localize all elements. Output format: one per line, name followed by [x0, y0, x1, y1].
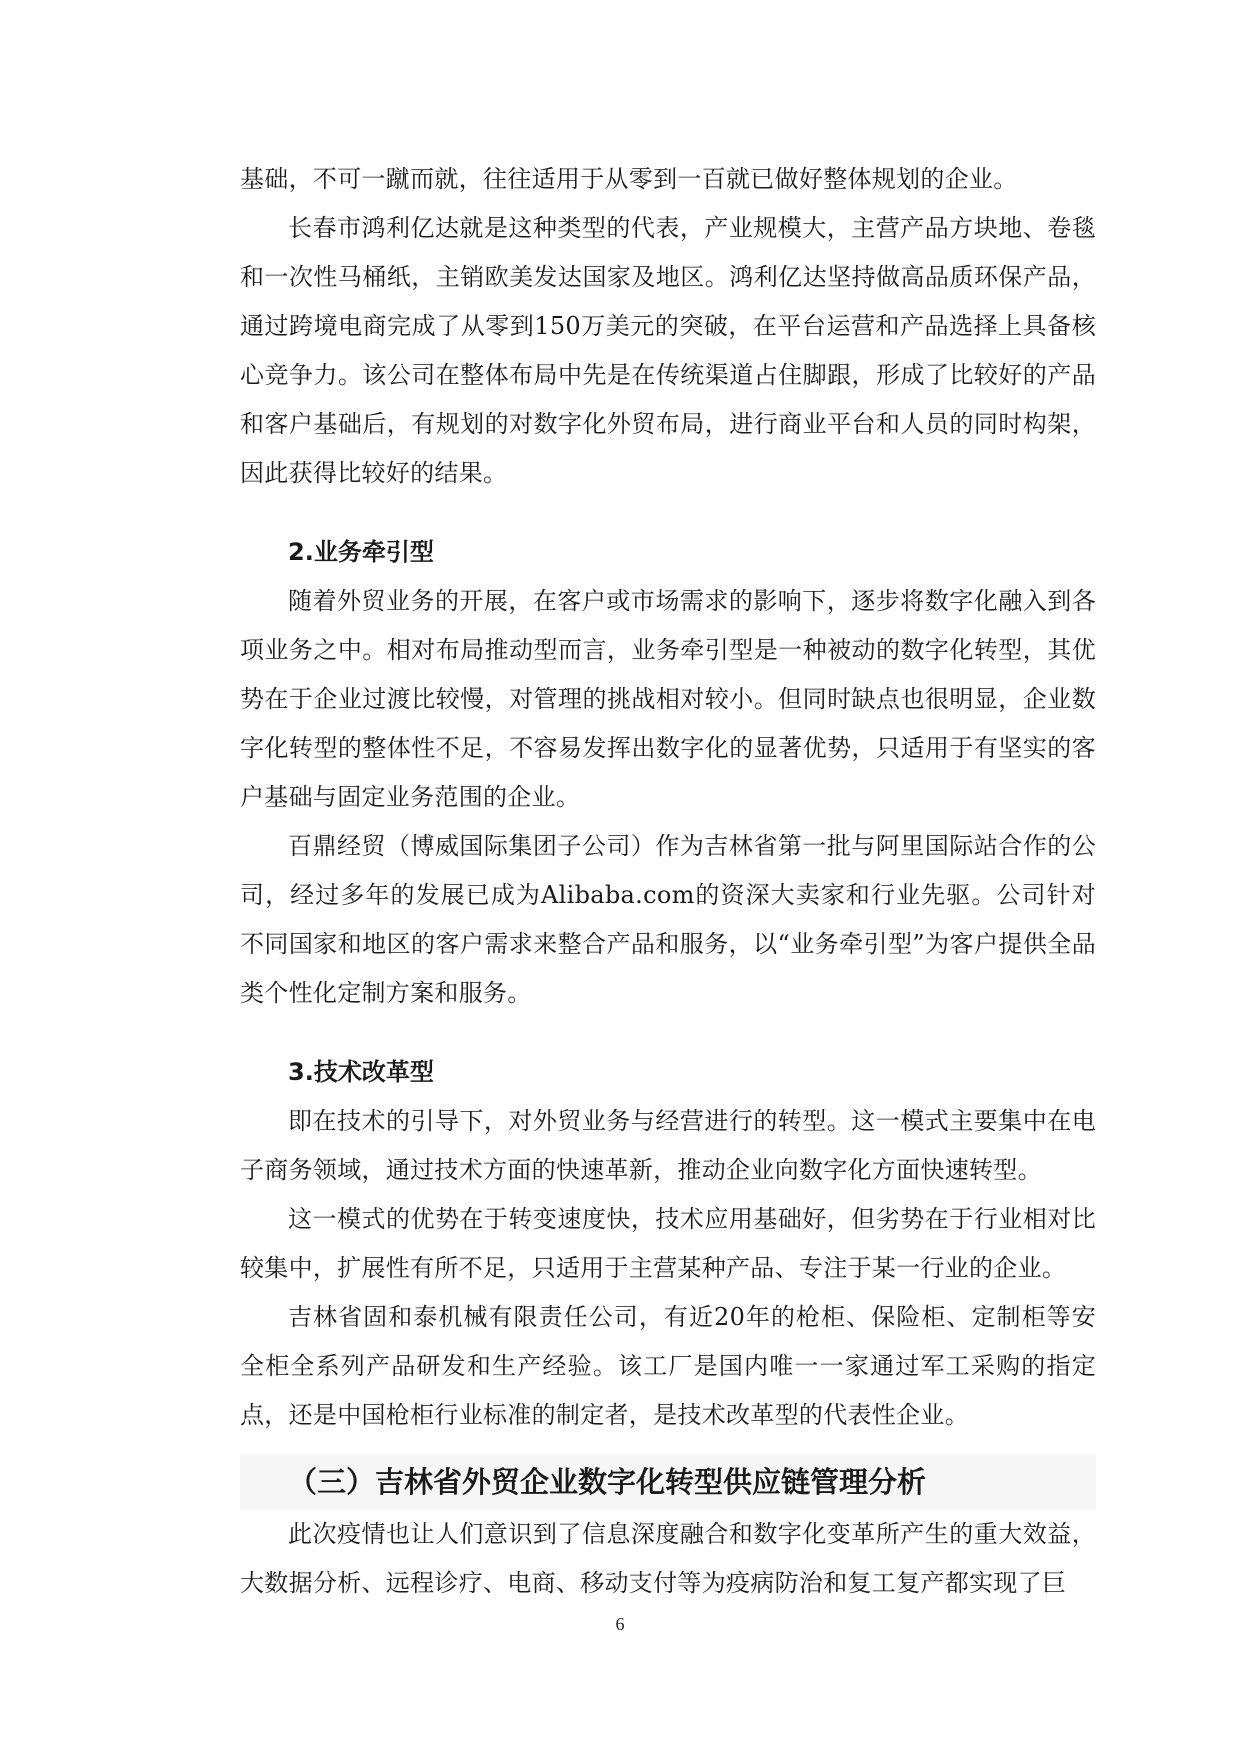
- subheading-business-traction: 2.业务牵引型: [288, 538, 434, 566]
- paragraph-hongliyida: 长春市鸿利亿达就是这种类型的代表，产业规模大，主营产品方块地、卷毯和一次性马桶纸，主销欧美发达国家及地区。鸿利亿达坚持做高品质环保产品，通过跨境电商完成了从零到150万美元的突破，在平台运营和产品选择上具备核心竞争力。该公司在整体布局中先是在传统渠道占住脚跟，形成了比较好的产品和客户基础后，有规划的对数字化外贸布局，进行商业平台和人员的同时构架，因此获得比较好的结果。: [240, 214, 1096, 487]
- paragraph-business-traction-desc: 随着外贸业务的开展，在客户或市场需求的影响下，逐步将数字化融入到各项业务之中。相对布局推动型而言，业务牵引型是一种被动的数字化转型，其优势在于企业过渡比较慢，对管理的挑战相对较小。但同时缺点也很明显，企业数字化转型的整体性不足，不容易发挥出数字化的显著优势，只适用于有坚实的客户基础与固定业务范围的企业。: [240, 587, 1096, 811]
- paragraph-epidemic: 此次疫情也让人们意识到了信息深度融合和数字化变革所产生的重大效益，大数据分析、远程诊疗、电商、移动支付等为疫病防治和复工复产都实现了巨: [240, 1520, 1096, 1597]
- subheading-tech-reform: 3.技术改革型: [288, 1058, 434, 1086]
- paragraph-baiding: 百鼎经贸（博威国际集团子公司）作为吉林省第一批与阿里国际站合作的公司，经过多年的发展已成为Alibaba.com的资深大卖家和行业先驱。公司针对不同国家和地区的客户需求来整合产品和服务，以“业务牵引型”为客户提供全品类个性化定制方案和服务。: [240, 832, 1096, 1007]
- page-number: 6: [615, 1614, 625, 1634]
- paragraph-tech-reform-pros-cons: 这一模式的优势在于转变速度快，技术应用基础好，但劣势在于行业相对比较集中，扩展性有所不足，只适用于主营某种产品、专注于某一行业的企业。: [240, 1205, 1096, 1282]
- page-body: [240, 155, 1096, 1608]
- paragraph-continued: 基础，不可一蹴而就，往往适用于从零到一百就已做好整体规划的企业。: [240, 165, 1018, 193]
- paragraph-tech-reform-desc: 即在技术的引导下，对外贸业务与经营进行的转型。这一模式主要集中在电子商务领域，通过技术方面的快速革新，推动企业向数字化方面快速转型。: [240, 1107, 1096, 1184]
- section-heading-supply-chain: （三）吉林省外贸企业数字化转型供应链管理分析: [240, 1454, 1096, 1510]
- paragraph-guhetai: 吉林省固和泰机械有限责任公司，有近20年的枪柜、保险柜、定制柜等安全柜全系列产品研发和生产经验。该工厂是国内唯一一家通过军工采购的指定点，还是中国枪柜行业标准的制定者，是技术改革型的代表性企业。: [240, 1303, 1096, 1429]
